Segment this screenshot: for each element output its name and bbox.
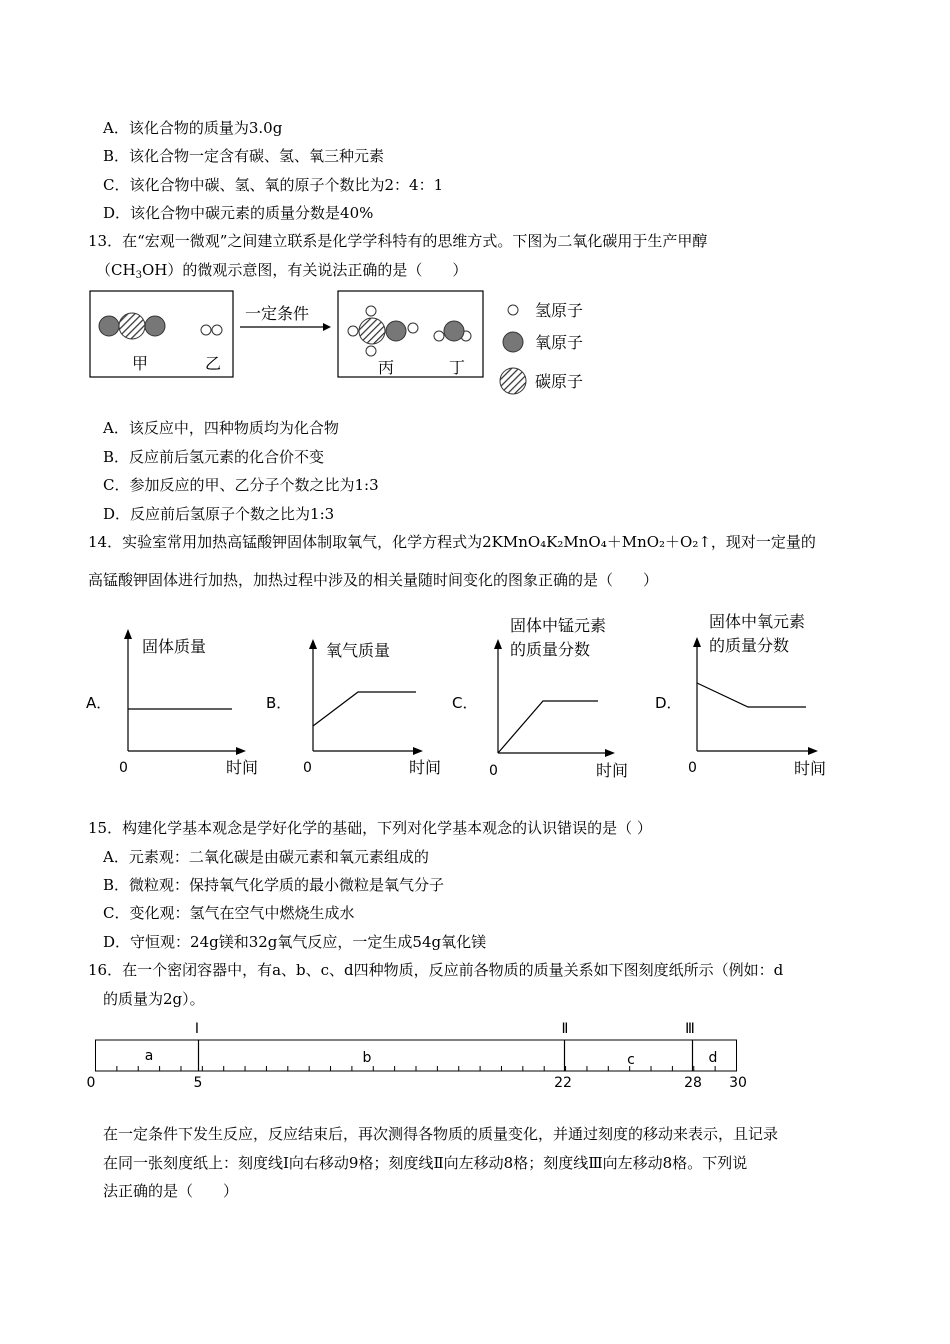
label-yi: 乙 (205, 354, 222, 373)
graph-c-curve (498, 701, 598, 753)
legend-o-label: 氧原子 (535, 333, 584, 352)
graph-b-ylabel: 氧气质量 (326, 641, 391, 660)
q13-stem-post: OH）的微观示意图，有关说法正确的是（ ） (141, 261, 468, 279)
ruler-tick-30: 30 (729, 1075, 747, 1091)
graph-d-xlabel: 时间 (794, 759, 827, 778)
graph-b-label: B． (266, 694, 292, 712)
graph-d (655, 612, 826, 778)
q14-stem-line1: 14．实验室常用加热高锰酸钾固体制取氧气，化学方程式为2KMnO₄K₂MnO₄＋MnO₂＋O₂↑，现对一定量的 (88, 533, 816, 551)
graph-a-label: A． (86, 694, 112, 712)
graph-c-ylabel-1: 固体中锰元素 (510, 616, 607, 635)
q13-reaction-diagram (85, 285, 605, 400)
graph-b-zero: 0 (303, 760, 312, 776)
q13-option-c: C．参加反应的甲、乙分子个数之比为1:3 (103, 476, 379, 494)
q14-graphs (80, 605, 860, 790)
molecule-ding (434, 321, 471, 341)
q16-text-line1: 在一定条件下发生反应，反应结束后，再次测得各物质的质量变化，并通过刻度的移动来表示，且记录 (103, 1125, 779, 1143)
label-ding: 丁 (449, 358, 466, 377)
q14-stem-line2: 高锰酸钾固体进行加热，加热过程中涉及的相关量随时间变化的图象正确的是（ ） (88, 571, 659, 589)
graph-d-label: D． (655, 694, 682, 712)
label-bing: 丙 (378, 358, 395, 377)
q12-option-b: B．该化合物一定含有碳、氢、氧三种元素 (103, 147, 385, 165)
q16-stem-line1: 16．在一个密闭容器中，有a、b、c、d四种物质，反应前各物质的质量关系如下图刻度纸所示（例如：d (88, 961, 784, 979)
q16-text-line3: 法正确的是（ ） (103, 1182, 239, 1200)
ruler-mark-1: Ⅰ (194, 1021, 200, 1037)
molecule-jia (99, 313, 165, 339)
molecule-yi (201, 325, 222, 335)
molecule-bing (348, 306, 418, 356)
graph-c-label: C． (452, 694, 478, 712)
segment-b-label: b (362, 1050, 372, 1066)
graph-d-ylabel-1: 固体中氧元素 (709, 612, 806, 631)
legend-c-label: 碳原子 (535, 372, 584, 391)
graph-b-xlabel: 时间 (409, 758, 442, 777)
q12-option-d: D．该化合物中碳元素的质量分数是40% (103, 204, 374, 222)
q12-option-c: C．该化合物中碳、氢、氧的原子个数比为2：4：1 (103, 176, 444, 194)
label-jia: 甲 (132, 354, 149, 373)
q13-stem-line1: 13．在“宏观一微观”之间建立联系是化学学科特有的思维方式。下图为二氧化碳用于生产甲醇 (88, 232, 708, 250)
q13-stem-line2 (96, 260, 467, 286)
q15-option-c: C．变化观：氢气在空气中燃烧生成水 (103, 904, 355, 922)
ruler-tick-22: 22 (554, 1075, 572, 1091)
segment-a-label: a (144, 1048, 154, 1064)
legend-h-icon (508, 305, 518, 315)
segment-c-label: c (627, 1052, 635, 1068)
ruler-ticks (117, 1066, 715, 1071)
legend-c-icon (500, 368, 526, 394)
ruler-tick-5: 5 (193, 1075, 203, 1091)
q12-option-a: A．该化合物的质量为3.0g (103, 119, 283, 137)
graph-d-ylabel-2: 的质量分数 (709, 636, 790, 655)
graph-c-xlabel: 时间 (596, 761, 629, 780)
q16-stem-line2: 的质量为2g）。 (103, 990, 205, 1008)
graph-b (266, 639, 441, 777)
graph-a-ylabel: 固体质量 (142, 637, 207, 656)
ruler-mark-2: Ⅱ (561, 1021, 569, 1037)
graph-a-xlabel: 时间 (226, 758, 259, 777)
graph-a-zero: 0 (119, 760, 128, 776)
q16-text-line2: 在同一张刻度纸上：刻度线Ⅰ向右移动9格；刻度线Ⅱ向左移动8格；刻度线Ⅲ向左移动8格。下列说 (103, 1154, 748, 1172)
graph-b-curve (313, 692, 416, 726)
ruler-tick-28: 28 (684, 1075, 702, 1091)
q13-stem-sub: 3 (135, 270, 142, 281)
segment-d-label: d (708, 1050, 718, 1066)
graph-c-ylabel-2: 的质量分数 (510, 640, 591, 659)
q15-option-a: A．元素观：二氧化碳是由碳元素和氧元素组成的 (103, 848, 429, 866)
q13-stem-pre: （CH (96, 261, 136, 279)
q13-option-b: B．反应前后氢元素的化合价不变 (103, 448, 325, 466)
graph-a (86, 629, 258, 777)
q16-ruler (80, 1015, 760, 1095)
ruler-mark-3: Ⅲ (685, 1021, 695, 1037)
q13-option-d: D．反应前后氢原子个数之比为1:3 (103, 505, 335, 523)
graph-c (452, 616, 628, 780)
graph-d-curve (697, 683, 806, 707)
graph-d-zero: 0 (688, 760, 697, 776)
q15-stem: 15．构建化学基本观念是学好化学的基础，下列对化学基本观念的认识错误的是（ ） (88, 819, 652, 837)
legend-h-label: 氢原子 (535, 301, 584, 320)
q15-option-b: B．微粒观：保持氧气化学质的最小微粒是氧气分子 (103, 876, 445, 894)
graph-c-zero: 0 (489, 763, 498, 779)
q13-option-a: A．该反应中，四种物质均为化合物 (103, 419, 339, 437)
arrow-label: 一定条件 (245, 304, 310, 323)
q15-option-d: D．守恒观：24g镁和32g氧气反应，一定生成54g氧化镁 (103, 933, 487, 951)
ruler-tick-0: 0 (86, 1075, 96, 1091)
legend-o-icon (503, 332, 523, 352)
